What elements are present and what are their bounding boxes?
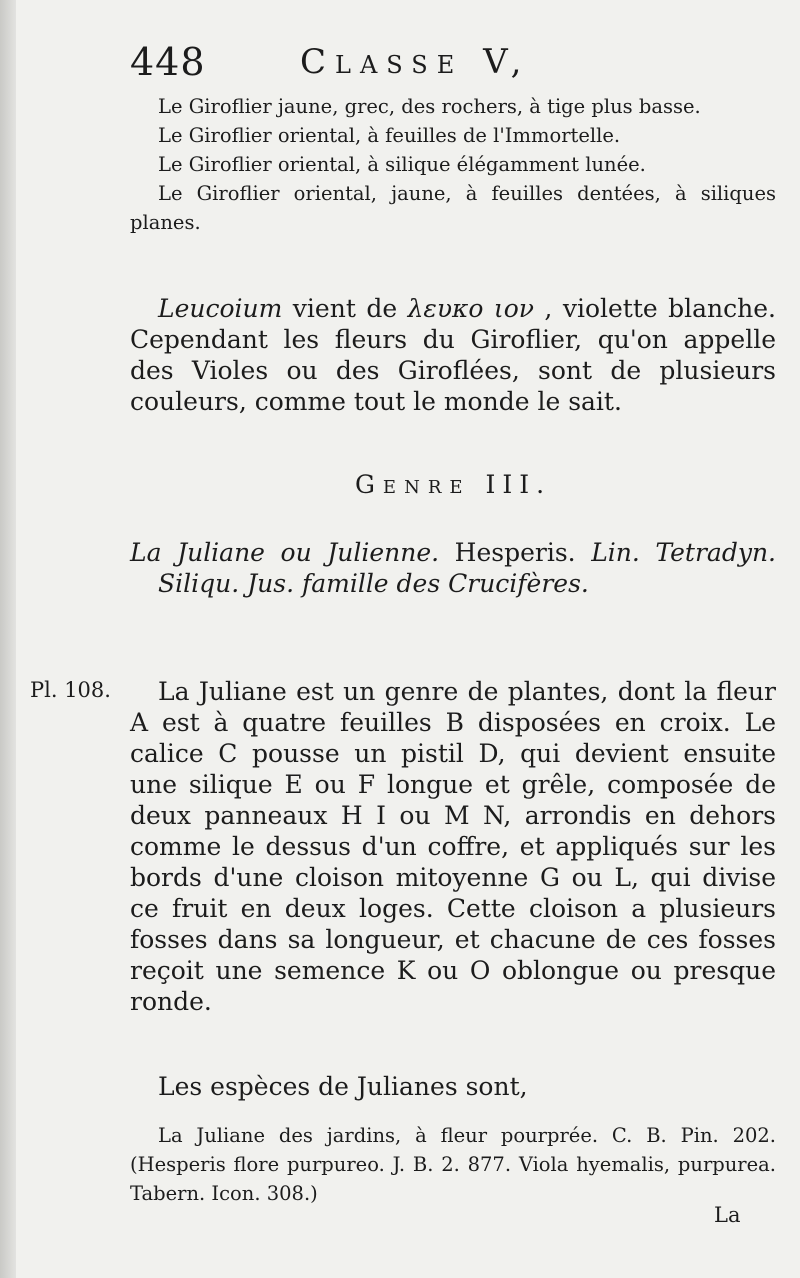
list-item: Le Giroflier jaune, grec, des rochers, à tige plus basse. [158, 95, 701, 118]
leucoium-text-a: vient de [282, 294, 408, 323]
species-heading: Les espèces de Julianes sont, [158, 1072, 528, 1101]
genus-title [130, 537, 776, 599]
list-item: Le Giroflier oriental, jaune, à feuilles dentées, à siliques planes. [130, 182, 776, 234]
leucoium-text-b: , violette blanche. Cependant les fleurs du Giroflier, qu'on appelle des Violes ou des Giroflées, sont de plusieurs couleurs, comme tout le monde le sait. [130, 294, 776, 416]
running-head: Classe V, [300, 42, 531, 82]
genus-name: La Juliane ou Julienne. [130, 538, 440, 567]
genus-latin: Hesperis. [439, 538, 592, 567]
page-number: 448 [130, 40, 206, 84]
list-item: Le Giroflier oriental, à silique élégamment lunée. [158, 153, 646, 176]
page-edge [0, 0, 16, 1278]
catchword: La [714, 1203, 741, 1227]
leucoium-paragraph [130, 293, 776, 417]
giroflier-list [130, 92, 776, 237]
leucoium-term: Leucoium [158, 294, 283, 323]
plate-reference: Pl. 108. [30, 678, 111, 702]
genre-numeral: III. [485, 470, 552, 499]
description-paragraph: La Juliane est un genre de plantes, dont la fleur A est à quatre feuilles B disposées en croix. Le calice C pousse un pistil D, qui devient ensuite une silique E ou F longue et grêle, composée de deux panneaux H I ou M N, arrondis en dehors comme le dessus d'un coffre, et appliqués sur les bords d'une cloison mitoyenne G ou L, qui divise ce fruit en deux loges. Cette cloison a plusieurs fosses dans sa longueur, et chacune de ces fosses reçoit une semence K ou O oblongue ou presque ronde. [130, 677, 776, 1016]
genus-classification: Lin. Tetradyn. Siliqu. Jus. famille des Crucifères. [158, 538, 776, 598]
genre-label: Genre [354, 470, 471, 499]
list-item: Le Giroflier oriental, à feuilles de l'Immortelle. [158, 124, 621, 147]
page-header [130, 38, 770, 98]
species-entry: La Juliane des jardins, à fleur pourprée. C. B. Pin. 202. (Hesperis flore purpureo. J. B. 2. 877. Viola hyemalis, purpurea. Tabern. Icon. 308.) [130, 1124, 776, 1205]
section-heading [130, 470, 776, 499]
greek-word: λευκο ιον [407, 294, 534, 323]
